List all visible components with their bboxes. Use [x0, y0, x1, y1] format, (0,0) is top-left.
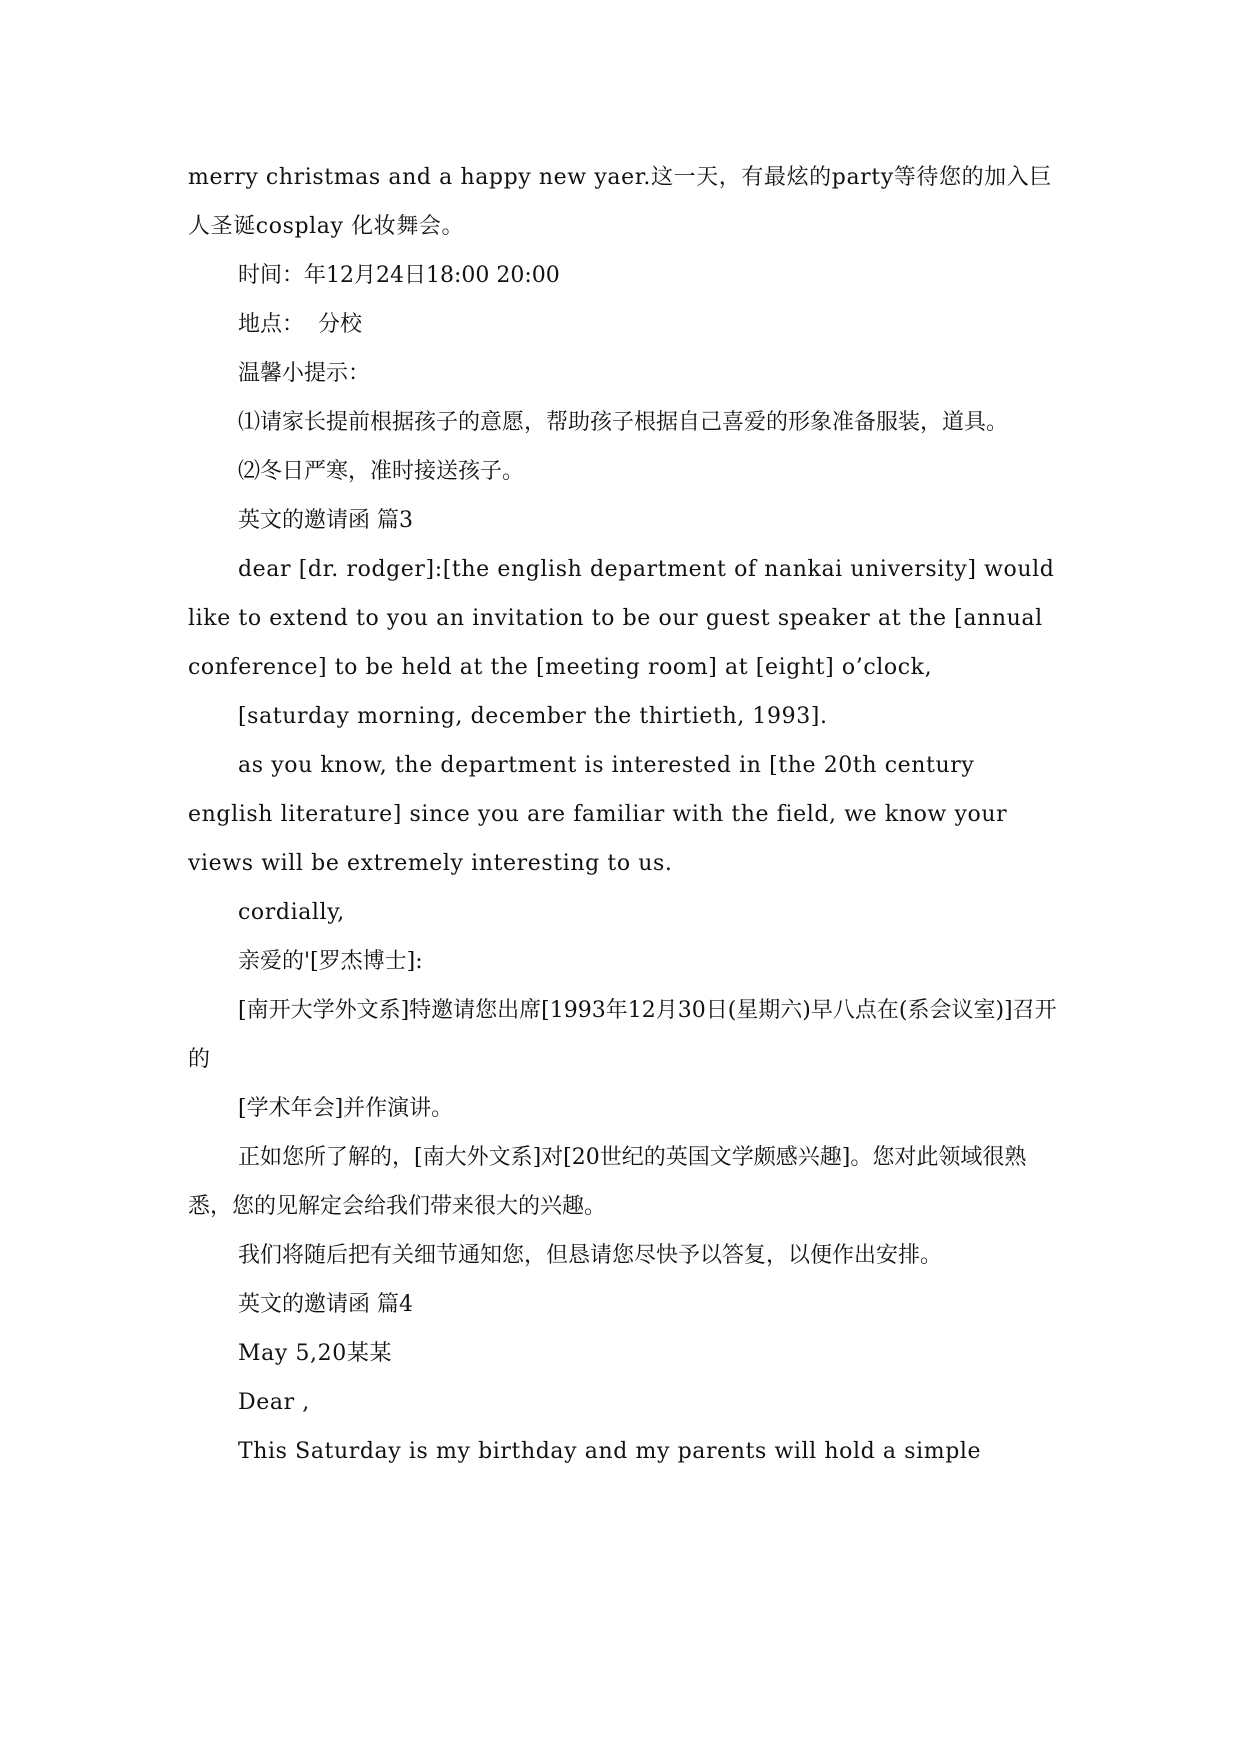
paragraph-letter-purpose-zh: [学术年会]并作演讲。 — [238, 1096, 454, 1121]
paragraph-location: 地点： 分校 — [238, 312, 362, 337]
paragraph-salutation-en: Dear , — [238, 1390, 310, 1415]
paragraph-tip-2: ⑵冬日严寒，准时接送孩子。 — [238, 459, 525, 484]
paragraph-letter-interest-zh: 正如您所了解的，[南大外文系]对[20世纪的英国文学颇感兴趣]。您对此领域很熟悉，您的见解定会给我们带来很大的兴趣。 — [188, 1145, 1027, 1219]
paragraph-invitation-intro: merry christmas and a happy new yaer.这一天，有最炫的party等待您的加入巨人圣诞cosplay 化妆舞会。 — [188, 165, 1052, 239]
paragraph-closing-en: cordially, — [238, 900, 345, 925]
paragraph-letter-body-zh: [南开大学外文系]特邀请您出席[1993年12月30日(星期六)早八点在(系会议室)]召开的 — [188, 998, 1057, 1072]
paragraph-letter-body-en: dear [dr. rodger]:[the english department of nankai university] would like to extend to you an invitation to be our guest speaker at the [annual conference] to be held at the [meeting room] at [eight] o’clock, — [188, 557, 1063, 680]
paragraph-time: 时间：年12月24日18:00 20:00 — [238, 263, 560, 288]
paragraph-tips-heading: 温馨小提示： — [238, 361, 371, 386]
paragraph-salutation-zh: 亲爱的'[罗杰博士]: — [238, 949, 423, 974]
section-heading-4: 英文的邀请函 篇4 — [238, 1292, 413, 1317]
paragraph-letter-date-en: [saturday morning, december the thirtieth, 1993]. — [238, 704, 828, 729]
paragraph-tip-1: ⑴请家长提前根据孩子的意愿，帮助孩子根据自己喜爱的形象准备服装，道具。 — [238, 410, 1009, 435]
section-heading-3: 英文的邀请函 篇3 — [238, 508, 413, 533]
paragraph-date: May 5,20某某 — [238, 1341, 393, 1366]
paragraph-birthday-start: This Saturday is my birthday and my parents will hold a simple — [238, 1439, 982, 1464]
document-body — [188, 153, 1063, 1476]
paragraph-letter-interest-en: as you know, the department is interested in [the 20th century english literature] since you are familiar with the field, we know your views will be extremely interesting to us. — [188, 753, 1015, 876]
paragraph-letter-closing-zh: 我们将随后把有关细节通知您，但恳请您尽快予以答复，以便作出安排。 — [238, 1243, 943, 1268]
